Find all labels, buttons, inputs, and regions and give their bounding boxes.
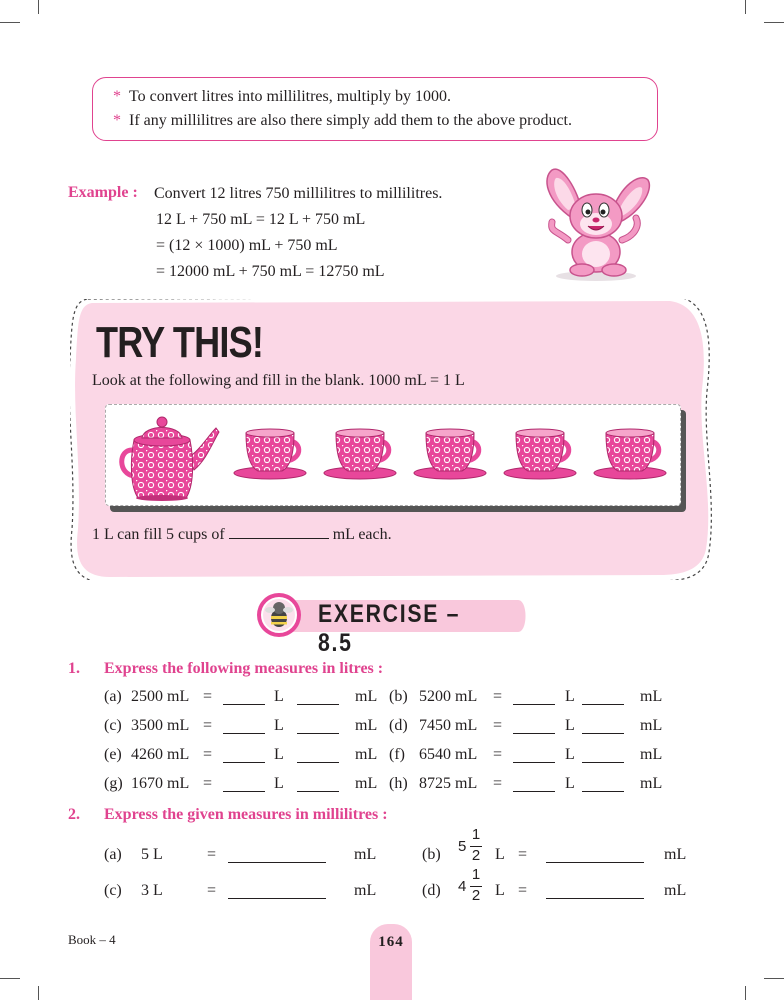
item-label: (c) bbox=[104, 717, 122, 734]
bunny-mascot-illustration bbox=[538, 160, 654, 282]
bullet-star: * bbox=[113, 112, 121, 129]
question-2-title: Express the given measures in millilitres : bbox=[104, 806, 388, 823]
equals-sign: = bbox=[203, 775, 213, 792]
answer-blank[interactable] bbox=[513, 704, 555, 705]
book-label: Book – 4 bbox=[68, 932, 116, 947]
equals-sign: = bbox=[203, 746, 213, 763]
crop-mark bbox=[764, 22, 784, 23]
item-value: 6540 mL bbox=[419, 746, 478, 763]
item-value: 7450 mL bbox=[419, 717, 478, 734]
item-value: 1670 mL bbox=[131, 775, 190, 792]
teacup-illustration bbox=[412, 425, 492, 481]
answer-blank[interactable] bbox=[546, 898, 644, 899]
teapot-illustration bbox=[116, 410, 220, 502]
fraction-numerator: 1 bbox=[471, 826, 481, 843]
unit-ml: mL bbox=[354, 882, 377, 899]
unit-ml: mL bbox=[354, 846, 377, 863]
answer-blank[interactable] bbox=[582, 791, 624, 792]
equals-sign: = bbox=[493, 717, 503, 734]
rule-text: If any millilitres are also there simply add them to the above product. bbox=[129, 112, 572, 129]
unit-ml: mL bbox=[664, 846, 687, 863]
unit-litre: L bbox=[495, 882, 505, 899]
answer-blank[interactable] bbox=[582, 733, 624, 734]
fraction-whole: 4 bbox=[458, 878, 467, 895]
answer-blank[interactable] bbox=[513, 733, 555, 734]
crop-mark bbox=[38, 986, 39, 1000]
unit-ml: mL bbox=[355, 688, 378, 705]
example-line: 12 L + 750 mL = 12 L + 750 mL bbox=[156, 211, 366, 228]
answer-blank[interactable] bbox=[223, 733, 265, 734]
equals-sign: = bbox=[493, 746, 503, 763]
unit-litre: L bbox=[495, 846, 505, 863]
answer-blank[interactable] bbox=[228, 862, 326, 863]
answer-blank[interactable] bbox=[513, 791, 555, 792]
equals-sign: = bbox=[207, 846, 217, 863]
equals-sign: = bbox=[518, 882, 528, 899]
fraction-denominator: 2 bbox=[471, 847, 481, 864]
crop-mark bbox=[764, 978, 784, 979]
unit-litre: L bbox=[565, 688, 575, 705]
fill-in-sentence bbox=[92, 524, 392, 544]
teacup-illustration bbox=[502, 425, 582, 481]
rule-item bbox=[113, 87, 451, 107]
item-label: (f) bbox=[389, 746, 405, 763]
item-value: 5200 mL bbox=[419, 688, 478, 705]
unit-ml: mL bbox=[640, 717, 663, 734]
unit-litre: L bbox=[565, 775, 575, 792]
item-label: (c) bbox=[104, 882, 122, 899]
item-label: (b) bbox=[422, 846, 441, 863]
item-value: 3 L bbox=[141, 882, 163, 899]
fill-text-before: 1 L can fill 5 cups of bbox=[92, 526, 225, 543]
unit-ml: mL bbox=[355, 775, 378, 792]
teacup-illustration bbox=[232, 425, 312, 481]
equals-sign: = bbox=[518, 846, 528, 863]
answer-blank[interactable] bbox=[223, 704, 265, 705]
equals-sign: = bbox=[203, 717, 213, 734]
item-value: 3500 mL bbox=[131, 717, 190, 734]
unit-litre: L bbox=[565, 717, 575, 734]
unit-ml: mL bbox=[355, 746, 378, 763]
unit-litre: L bbox=[274, 746, 284, 763]
answer-blank[interactable] bbox=[297, 762, 339, 763]
unit-litre: L bbox=[274, 775, 284, 792]
equals-sign: = bbox=[493, 688, 503, 705]
item-label: (g) bbox=[104, 775, 123, 792]
exercise-title: EXERCISE – 8.5 bbox=[318, 600, 461, 657]
answer-blank[interactable] bbox=[297, 733, 339, 734]
answer-blank[interactable] bbox=[546, 862, 644, 863]
equals-sign: = bbox=[493, 775, 503, 792]
item-label: (d) bbox=[389, 717, 408, 734]
unit-ml: mL bbox=[355, 717, 378, 734]
item-label: (b) bbox=[389, 688, 408, 705]
equals-sign: = bbox=[203, 688, 213, 705]
unit-ml: mL bbox=[640, 775, 663, 792]
rule-item bbox=[113, 111, 572, 131]
item-value: 8725 mL bbox=[419, 775, 478, 792]
exercise-banner bbox=[256, 592, 528, 657]
example-line: = (12 × 1000) mL + 750 mL bbox=[156, 237, 338, 254]
teacup-illustration bbox=[322, 425, 402, 481]
item-value: 4260 mL bbox=[131, 746, 190, 763]
bullet-star: * bbox=[113, 88, 121, 105]
try-this-instruction: Look at the following and fill in the blank. 1000 mL = 1 L bbox=[92, 372, 465, 389]
item-label: (h) bbox=[389, 775, 408, 792]
fraction-whole: 5 bbox=[458, 838, 467, 855]
example-line: = 12000 mL + 750 mL = 12750 mL bbox=[156, 263, 385, 280]
fraction-numerator: 1 bbox=[471, 866, 481, 883]
example-line: Convert 12 litres 750 millilitres to millilitres. bbox=[154, 185, 443, 202]
item-label: (a) bbox=[104, 688, 122, 705]
answer-blank[interactable] bbox=[582, 762, 624, 763]
question-2-items bbox=[0, 826, 784, 916]
equals-sign: = bbox=[207, 882, 217, 899]
question-1-number: 1. bbox=[68, 660, 80, 677]
answer-blank[interactable] bbox=[228, 898, 326, 899]
crop-mark bbox=[0, 978, 20, 979]
item-label: (a) bbox=[104, 846, 122, 863]
unit-ml: mL bbox=[640, 746, 663, 763]
unit-ml: mL bbox=[664, 882, 687, 899]
item-label: (d) bbox=[422, 882, 441, 899]
crop-mark bbox=[38, 0, 39, 14]
fill-text-after: mL each. bbox=[332, 526, 392, 543]
question-1-title: Express the following measures in litres : bbox=[104, 660, 384, 677]
answer-blank[interactable] bbox=[223, 762, 265, 763]
page-number: 164 bbox=[378, 934, 404, 950]
answer-blank[interactable] bbox=[229, 524, 329, 539]
unit-litre: L bbox=[274, 688, 284, 705]
teacup-illustration bbox=[592, 425, 672, 481]
answer-blank[interactable] bbox=[513, 762, 555, 763]
fraction-denominator: 2 bbox=[471, 887, 481, 904]
answer-blank[interactable] bbox=[297, 791, 339, 792]
answer-blank[interactable] bbox=[297, 704, 339, 705]
try-this-title: TRY THIS! bbox=[96, 318, 264, 367]
item-value: 5 L bbox=[141, 846, 163, 863]
example-label: Example : bbox=[68, 184, 138, 201]
item-label: (e) bbox=[104, 746, 122, 763]
crop-mark bbox=[0, 22, 20, 23]
unit-litre: L bbox=[274, 717, 284, 734]
item-value: 2500 mL bbox=[131, 688, 190, 705]
answer-blank[interactable] bbox=[582, 704, 624, 705]
rule-text: To convert litres into millilitres, multiply by 1000. bbox=[129, 88, 451, 105]
crop-mark bbox=[745, 0, 746, 14]
answer-blank[interactable] bbox=[223, 791, 265, 792]
question-1-items bbox=[0, 688, 784, 808]
unit-ml: mL bbox=[640, 688, 663, 705]
rules-box bbox=[92, 77, 658, 141]
unit-litre: L bbox=[565, 746, 575, 763]
bee-badge-icon bbox=[256, 592, 302, 638]
question-2-number: 2. bbox=[68, 806, 80, 823]
crop-mark bbox=[745, 986, 746, 1000]
